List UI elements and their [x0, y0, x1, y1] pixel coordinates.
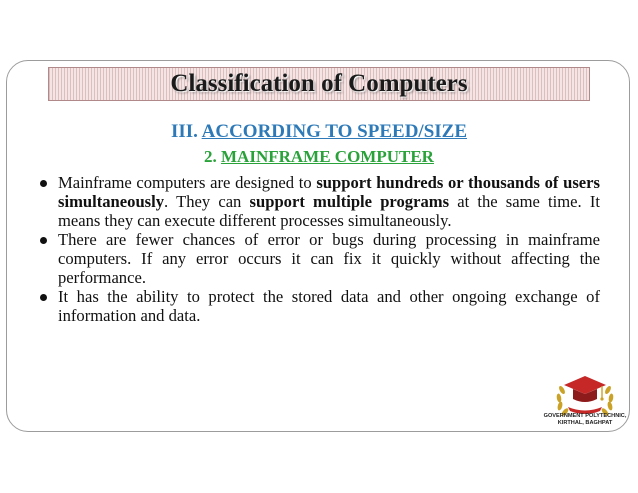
bullet-text: . They can [164, 192, 250, 211]
subsection-heading [0, 147, 638, 167]
section-number: III. [170, 121, 202, 142]
bullet-list [40, 173, 600, 325]
bullet-icon [40, 237, 47, 244]
title-banner [48, 67, 590, 101]
bullet-bold-text: support hundreds or thousands of users simultaneously [58, 173, 600, 211]
slide-title: Classification of Computers [170, 70, 468, 97]
bullet-bold-text: support multiple programs [249, 192, 450, 211]
bullet-item [40, 230, 600, 287]
section-title: ACCORDING TO SPEED/SIZE [201, 121, 467, 142]
bullet-text: It has the ability to protect the stored data and other ongoing exchange of information and data. [58, 287, 600, 325]
logo-line: GOVERNMENT POLYTECHNIC, [543, 413, 627, 419]
bullet-item [40, 287, 600, 325]
bullet-text: at the same time. It means they can execute different processes simultaneously. [58, 192, 600, 230]
bullet-icon [40, 180, 47, 187]
section-heading [0, 121, 638, 143]
bullet-item [40, 173, 600, 230]
subsection-number: 2. [204, 147, 222, 166]
logo-line: KIRTHAL, BAGHPAT [557, 419, 613, 426]
logo-caption [540, 413, 630, 426]
bullet-text: There are fewer chances of error or bugs during processing in mainframe computers. If any error occurs it can fix it quickly without affecting the performance. [58, 230, 600, 287]
bullet-text: Mainframe computers are designed to [58, 173, 317, 192]
bullet-icon [40, 294, 47, 301]
subsection-title: MAINFRAME COMPUTER [221, 147, 434, 166]
